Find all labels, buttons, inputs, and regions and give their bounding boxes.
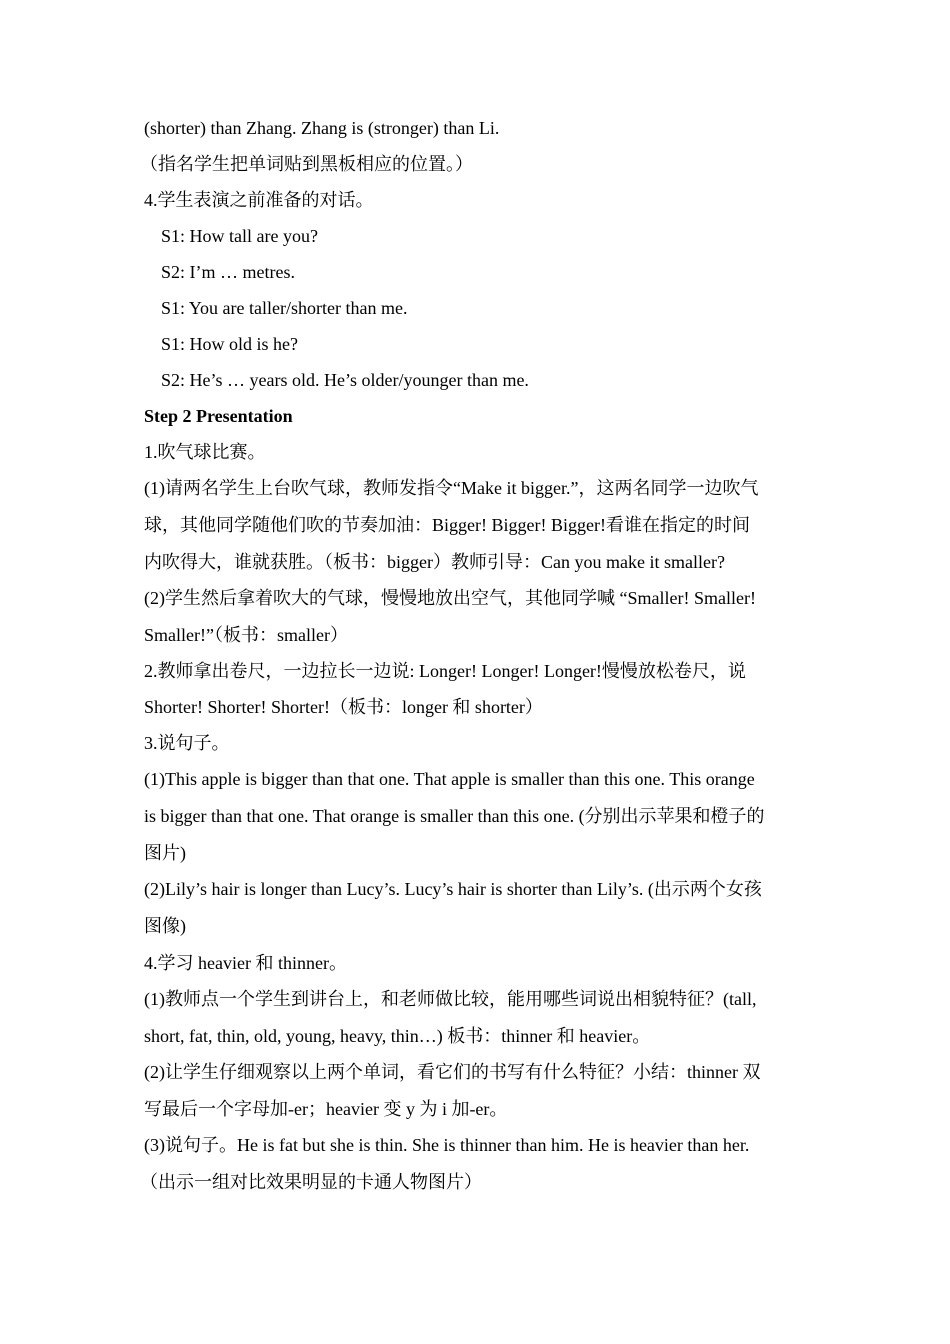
dialogue-line-4: S1: How old is he? xyxy=(161,334,298,354)
text-line-apple-1: (1)This apple is bigger than that one. That apple is smaller than this one. This orange xyxy=(144,769,755,789)
text-line-compare-2: short, fat, thin, old, young, heavy, thin…) 板书：thinner 和 heavier。 xyxy=(144,1026,651,1046)
text-line-tape-1: 2.教师拿出卷尺，一边拉长一边说: Longer! Longer! Longer!慢慢放松卷尺，说 xyxy=(144,661,746,681)
text-line-balloon-2: 球，其他同学随他们吹的节奏加油：Bigger! Bigger! Bigger!看谁在指定的时间 xyxy=(144,515,750,535)
dialogue-line-3: S1: You are taller/shorter than me. xyxy=(161,298,408,318)
text-line-apple-2: is bigger than that one. That orange is smaller than this one. (分别出示苹果和橙子的 xyxy=(144,806,765,826)
text-line-item-4-heavier: 4.学习 heavier 和 thinner。 xyxy=(144,953,347,973)
section-heading-step-2: Step 2 Presentation xyxy=(144,406,293,426)
text-line-balloon-1: (1)请两名学生上台吹气球，教师发指令“Make it bigger.”，这两名同学一边吹气 xyxy=(144,478,759,498)
text-line-spelling-1: (2)让学生仔细观察以上两个单词，看它们的书写有什么特征？小结：thinner 双 xyxy=(144,1062,761,1082)
text-line-compare-1: (1)教师点一个学生到讲台上，和老师做比较，能用哪些词说出相貌特征？(tall, xyxy=(144,989,757,1009)
text-line-spelling-2: 写最后一个字母加-er；heavier 变 y 为 i 加-er。 xyxy=(144,1099,508,1119)
text-line-cartoon-pictures: （出示一组对比效果明显的卡通人物图片） xyxy=(140,1172,482,1192)
dialogue-line-5: S2: He’s … years old. He’s older/younger than me. xyxy=(161,370,529,390)
text-line-hair-2: 图像) xyxy=(144,916,186,936)
text-line-sentences-fat-thin: (3)说句子。He is fat but she is thin. She is thinner than him. He is heavier than her. xyxy=(144,1135,750,1155)
dialogue-line-1: S1: How tall are you? xyxy=(161,226,318,246)
text-line-hair-1: (2)Lily’s hair is longer than Lucy’s. Lucy’s hair is shorter than Lily’s. (出示两个女孩 xyxy=(144,879,762,899)
text-line-balloon-3: 内吹得大，谁就获胜。（板书：bigger）教师引导：Can you make it smaller? xyxy=(144,552,725,572)
dialogue-line-2: S2: I’m … metres. xyxy=(161,262,295,282)
text-line-item-1-balloon: 1.吹气球比赛。 xyxy=(144,442,266,462)
text-line-instruction-paste-words: （指名学生把单词贴到黑板相应的位置。） xyxy=(140,154,473,174)
text-line-apple-3: 图片) xyxy=(144,843,186,863)
text-line-balloon-5: Smaller!”（板书：smaller） xyxy=(144,625,348,645)
text-line-tape-2: Shorter! Shorter! Shorter!（板书：longer 和 shorter） xyxy=(144,697,543,717)
text-line-item-4-dialogue: 4.学生表演之前准备的对话。 xyxy=(144,190,374,210)
text-line-shorter-stronger: (shorter) than Zhang. Zhang is (stronger) than Li. xyxy=(144,118,500,138)
text-line-item-3-sentences: 3.说句子。 xyxy=(144,733,230,753)
text-line-balloon-4: (2)学生然后拿着吹大的气球，慢慢地放出空气，其他同学喊 “Smaller! Smaller! xyxy=(144,588,756,608)
